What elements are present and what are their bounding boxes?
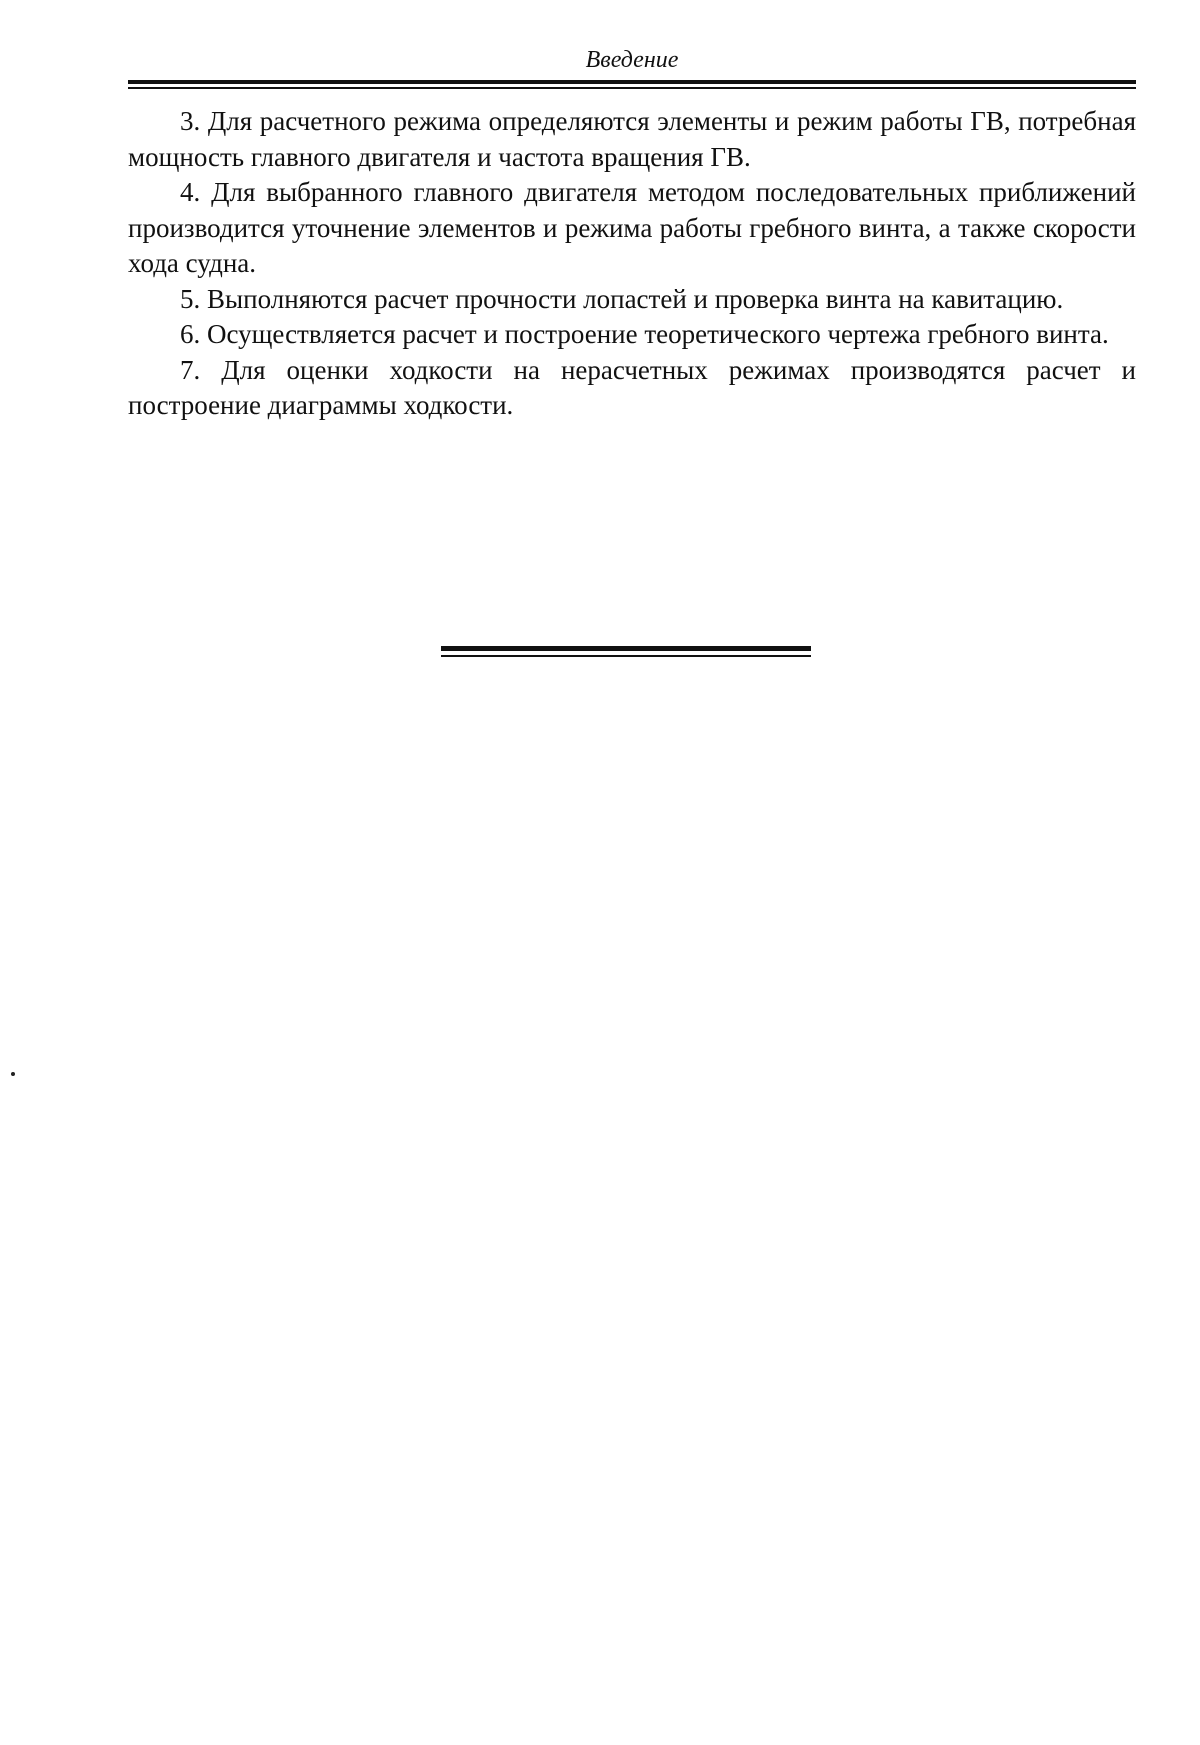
header-rule-thick-line xyxy=(128,80,1136,84)
body-text xyxy=(128,104,1136,424)
header-rule-thin-line xyxy=(128,87,1136,89)
paragraph-step-4: 4. Для выбранного главного двигателя методом последовательных приближений производится уточнение элементов и режима работы гребного винта, а также скорости хода судна. xyxy=(128,177,1136,278)
section-end-double-rule xyxy=(441,646,811,658)
paragraph-step-5: 5. Выполняются расчет прочности лопастей и проверка винта на кавитацию. xyxy=(180,283,1064,314)
header-double-rule xyxy=(128,80,1136,90)
end-rule-thin-line xyxy=(441,655,811,657)
paragraph-step-7: 7. Для оценки ходкости на нерасчетных режимах производятся расчет и построение диаграммы ходкости. xyxy=(128,354,1136,420)
scan-speck xyxy=(11,1072,15,1076)
running-header: Введение xyxy=(585,47,679,73)
paragraph-step-3: 3. Для расчетного режима определяются элементы и режим работы ГВ, потребная мощность главного двигателя и частота вращения ГВ. xyxy=(128,106,1136,172)
end-rule-thick-line xyxy=(441,646,811,651)
paragraph-step-6: 6. Осуществляется расчет и построение теоретического чертежа гребного винта. xyxy=(180,319,1109,349)
